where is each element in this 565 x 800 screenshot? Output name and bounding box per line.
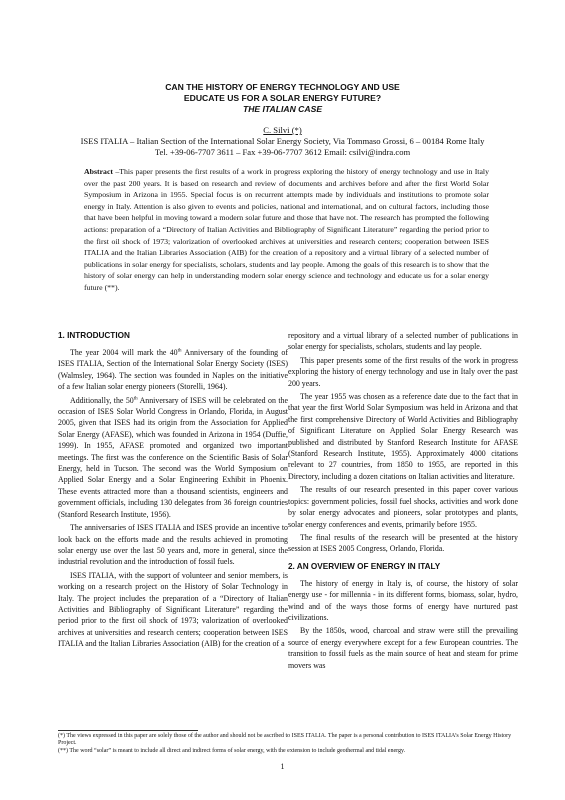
paragraph: The results of our research presented in this paper cover various topics: government policies, fossil fuel shocks, activities and work done by solar energy advocates and pioneers, solar prototypes and plants, solar energy conferences and events, primarily before 1955. — [288, 485, 518, 529]
paragraph: repository and a virtual library of a selected number of publications in solar energy for specialists, scholars, students and lay people. — [288, 331, 518, 352]
left-column — [58, 330, 288, 652]
footnote-1: (*) The views expressed in this paper are solely those of the author and should not be ascribed to ISES ITALIA. The paper is a personal contribution to ISES ITALIA’s Solar Energy History Project. — [58, 733, 512, 747]
abstract-label: Abstract — [84, 167, 114, 176]
abstract — [84, 166, 489, 294]
title-line-3: THE ITALIAN CASE — [242, 104, 323, 114]
paragraph: The year 1955 was chosen as a reference date due to the fact that in that year the first World Solar Symposium was held in Arizona and that the first comprehensive Directory of World Activities and Bibliography of Significant Literature on Applied Solar Energy Research was published and distributed by Stanford Research Institute for AFASE (Stanford Research Institute, 1955). Approximately 4000 citations relevant to 27 countries, from 1850 to 1955, are reported in this Directory, including a dozen citations on Italian activities and literature. — [288, 392, 518, 481]
author-affiliation: ISES ITALIA – Italian Section of the International Solar Energy Society, Via Tommaso Grossi, 6 – 00184 Rome Italy — [80, 136, 485, 146]
paragraph: The anniversaries of ISES ITALIA and ISES provide an incentive to look back on the efforts made and the results achieved in promoting solar energy use over the last 50 years and, more in general, since the industrial revolution and the introduction of fossil fuels. — [58, 523, 288, 567]
section-1-heading: 1. INTRODUCTION — [58, 331, 130, 340]
author-name: C. Silvi (*) — [263, 125, 302, 135]
right-column — [288, 330, 518, 673]
footnote-divider — [58, 730, 198, 731]
paragraph: By the 1850s, wood, charcoal and straw were still the prevailing source of energy everywhere except for a few European countries. The transition to fossil fuels as the main source of heat and steam for prime movers was — [288, 626, 518, 670]
paragraph: The year 2004 will mark the 40th Anniversary of the founding of ISES ITALIA, Section of the International Solar Energy Society (ISES) (Walmsley, 1964). The section was founded in Naples on the initiative of a few Italian solar energy pioneers (Storelli, 1964). — [58, 348, 288, 392]
author-contact: Tel. +39-06-7707 3611 – Fax +39-06-7707 3612 Email: csilvi@indra.com — [154, 147, 411, 157]
section-2-heading: 2. AN OVERVIEW OF ENERGY IN ITALY — [288, 561, 441, 571]
paragraph: ISES ITALIA, with the support of volunteer and senior members, is working on a research project on the History of Solar Technology in Italy. The project includes the preparation of a “Directory of Italian Activities and Bibliography of Significant Literature” regarding the period prior to the first oil shock of 1973; valorization of overlooked archives at universities and research centers; cooperation between ISES ITALIA and the Italian Libraries Association (AIB) for the creation of a — [58, 570, 288, 649]
paragraph: The history of energy in Italy is, of course, the history of solar energy use - for millennia - in its different forms, biomass, solar, hydro, wind and of the ways those forms of energy have nurtured past civilizations. — [288, 578, 518, 622]
paragraph: This paper presents some of the first results of the work in progress exploring the history of energy technology and use in Italy over the past 200 years. — [288, 355, 518, 388]
paragraph: Additionally, the 50th Anniversary of ISES will be celebrated on the occasion of ISES Solar World Congress in Orlando, Florida, in August 2005, given that ISES had its origin from the Association for Applied Solar Energy (AFASE), which was founded in Arizona in 1954 (Duffie, 1999). In 1955, AFASE promoted and organized two important meetings. The first was the conference on the Scientific Basis of Solar Energy, held in Tucson. The second was the World Symposium on Applied Solar Energy and a Solar Engineering Exhibit in Phoenix. These events attracted more than a thousand scientists, engineers and government officials, including 130 delegates from 36 foreign countries (Stanford Research Institute, 1956). — [58, 395, 288, 519]
author-block — [40, 125, 525, 158]
page-number: 1 — [280, 762, 285, 771]
paper-title — [60, 82, 505, 115]
abstract-text: –This paper presents the first results of a work in progress exploring the history of energy technology and use in Italy over the past 200 years. It is based on research and review of documents and archives before and after the first World Solar Symposium in Arizona in 1955. Special focus is on recurrent attempts made by individuals and institutions to promote solar energy in Italy. Attention is also given to events and policies, national and international, and on cultural factors, including those that have been helpful in moving toward a modern solar future and those that have not. The research has prompted the following actions: preparation of a “Directory of Italian Activities and Bibliography of Significant Literature” regarding the period prior to the first oil shock of 1973; valorization of overlooked archives at universities and research centers; cooperation between ISES ITALIA and the Italian Libraries Association (AIB) for the creation of a repository and a virtual library of a selected number of publications in solar energy for specialists, scholars, students and lay people. Among the goals of this research is to show that the history of solar energy can help in understanding modern solar energy science and technology and educate us for a solar energy future (**). — [84, 167, 489, 292]
title-line-2: EDUCATE US FOR A SOLAR ENERGY FUTURE? — [183, 93, 382, 103]
paragraph: The final results of the research will be presented at the history session at ISES 2005 Congress, Orlando, Florida. — [288, 532, 518, 554]
footnote-2: (**) The word “solar” is meant to include all direct and indirect forms of solar energy, with the extension to include geothermal and tidal energy. — [58, 748, 406, 754]
title-line-1: CAN THE HISTORY OF ENERGY TECHNOLOGY AND USE — [165, 82, 400, 92]
